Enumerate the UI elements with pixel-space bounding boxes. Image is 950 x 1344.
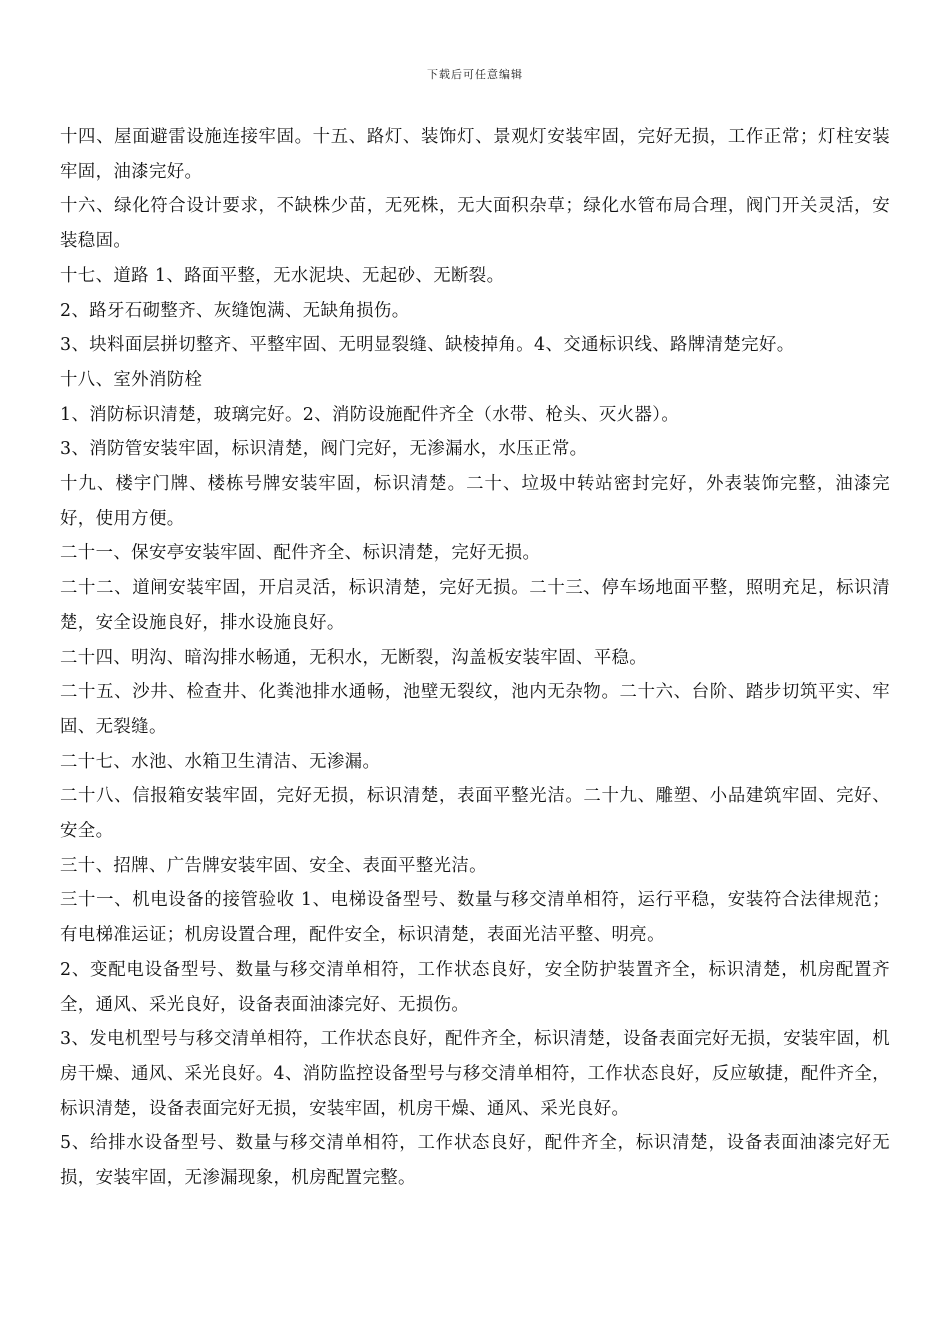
paragraph-16: 十六、绿化符合设计要求，不缺株少苗，无死株，无大面积杂草；绿化水管布局合理，阀门开关灵活，安装稳固。 [60,196,890,252]
paragraph-31-item-2: 2、变配电设备型号、数量与移交清单相符，工作状态良好，安全防护装置齐全，标识清楚，机房配置齐全，通风、采光良好，设备表面油漆完好、无损伤。 [60,959,890,1015]
paragraph-14-15: 十四、屋面避雷设施连接牢固。十五、路灯、装饰灯、景观灯安装牢固，完好无损，工作正常；灯柱安装牢固，油漆完好。 [60,127,890,182]
paragraph-17-road-1: 十七、道路 1、路面平整，无水泥块、无起砂、无断裂。 [60,265,505,286]
paragraph-22-23: 二十二、道闸安装牢固，开启灵活，标识清楚，完好无损。二十三、停车场地面平整，照明充足，标识清楚，安全设施良好，排水设施良好。 [60,578,890,633]
paragraph-18-heading: 十八、室外消防栓 [60,369,203,390]
paragraph-18-items-1-2: 1、消防标识清楚，玻璃完好。2、消防设施配件齐全（水带、枪头、灭火器）。 [60,404,680,425]
paragraph-31-item-1: 三十一、机电设备的接管验收 1、电梯设备型号、数量与移交清单相符，运行平稳，安装符合法律规范；有电梯准运证；机房设置合理，配件安全，标识清楚，表面光洁平整、明亮。 [60,890,890,946]
document-body [60,120,890,1196]
paragraph-25-26: 二十五、沙井、检查井、化粪池排水通畅，池壁无裂纹，池内无杂物。二十六、台阶、踏步切筑平实、牢固、无裂缝。 [60,682,890,737]
paragraph-31-items-3-4: 3、发电机型号与移交清单相符，工作状态良好，配件齐全，标识清楚，设备表面完好无损，安装牢固，机房干燥、通风、采光良好。4、消防监控设备型号与移交清单相符，工作状态良好，反应敏捷，配件齐全，标识清楚，设备表面完好无损，安装牢固，机房干燥、通风、采光良好。 [60,1029,890,1119]
paragraph-31-item-5: 5、给排水设备型号、数量与移交清单相符，工作状态良好，配件齐全，标识清楚，设备表面油漆完好无损，安装牢固，无渗漏现象，机房配置完整。 [60,1133,890,1189]
paragraph-30: 三十、招牌、广告牌安装牢固、安全、表面平整光洁。 [60,855,487,876]
paragraph-27: 二十七、水池、水箱卫生清洁、无渗漏。 [60,751,381,772]
paragraph-17-road-3-4: 3、块料面层拼切整齐、平整牢固、无明显裂缝、缺棱掉角。4、交通标识线、路牌清楚完好。 [60,335,795,356]
paragraph-28-29: 二十八、信报箱安装牢固，完好无损，标识清楚，表面平整光洁。二十九、雕塑、小品建筑牢固、完好、安全。 [60,786,890,842]
header-note: 下载后可任意编辑 [427,68,523,81]
paragraph-19-20: 十九、楼宇门牌、楼栋号牌安装牢固，标识清楚。二十、垃圾中转站密封完好，外表装饰完整，油漆完好，使用方便。 [60,474,890,529]
paragraph-21: 二十一、保安亭安装牢固、配件齐全、标识清楚，完好无损。 [60,543,541,564]
paragraph-18-item-3: 3、消防管安装牢固，标识清楚，阀门完好，无渗漏水，水压正常。 [60,439,588,460]
paragraph-17-road-2: 2、路牙石砌整齐、灰缝饱满、无缺角损伤。 [60,300,410,321]
paragraph-24: 二十四、明沟、暗沟排水畅通，无积水，无断裂，沟盖板安装牢固、平稳。 [60,647,648,668]
